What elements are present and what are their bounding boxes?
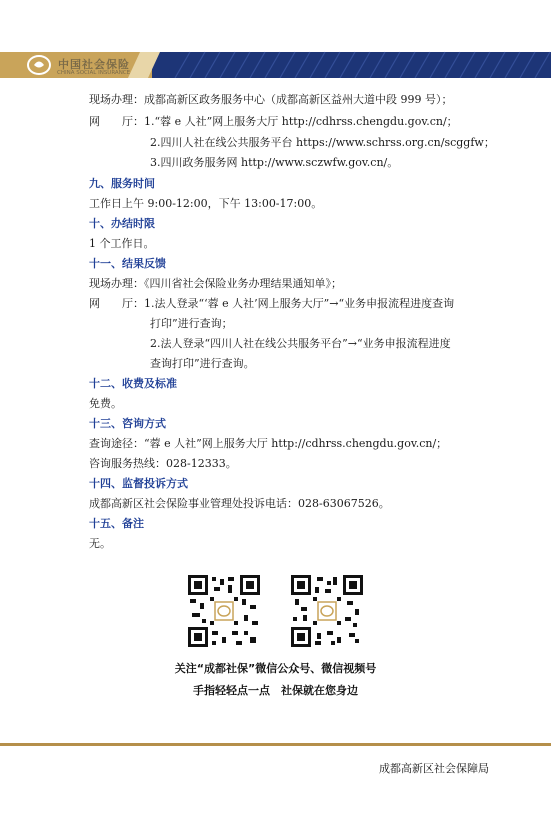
result-onsite: 现场办理：《四川省社会保险业务办理结果通知单》； [89, 277, 342, 290]
logo-title: 中国社会保险 [58, 58, 130, 71]
follow-caption: 关注“成都社保”微信公众号、微信视频号 [174, 662, 377, 675]
footer-divider [0, 743, 551, 746]
remarks: 无。 [89, 537, 111, 550]
page-header [0, 0, 551, 78]
section-heading-9: 九、服务时间 [89, 177, 155, 190]
slogan-caption: 手指轻轻点一点 社保就在您身边 [193, 684, 358, 697]
online-hall-2: 2.四川人社在线公共服务平台 https://www.schrss.org.cn/scggfw； [150, 136, 495, 149]
section-heading-14: 十四、监督投诉方式 [89, 477, 188, 490]
result-online-2-cont: 查询打印”进行查询。 [150, 357, 255, 370]
result-online-2: 2.法人登录“四川人社在线公共服务平台”→“业务申报流程进度 [150, 337, 451, 350]
social-insurance-logo-icon [26, 54, 52, 76]
section-heading-11: 十一、结果反馈 [89, 257, 166, 270]
fee-info: 免费。 [89, 397, 122, 410]
completion-time: 1 个工作日。 [89, 237, 155, 250]
section-heading-13: 十三、咨询方式 [89, 417, 166, 430]
hotline: 咨询服务热线：028-12333。 [89, 457, 237, 470]
onsite-address: 现场办理：成都高新区政务服务中心（成都高新区益州大道中段 999 号）； [89, 93, 453, 106]
section-heading-10: 十、办结时限 [89, 217, 155, 230]
inquiry-channel: 查询途径：“蓉 e 人社”网上服务大厅 http://cdhrss.chengdu.gov.cn/； [89, 437, 448, 450]
logo-subtitle: CHINA SOCIAL INSURANCE [57, 70, 131, 76]
result-online-1-cont: 打印”进行查询； [150, 317, 233, 330]
service-hours: 工作日上午 9:00-12:00，下午 13:00-17:00。 [89, 197, 323, 210]
section-heading-12: 十二、收费及标准 [89, 377, 177, 390]
complaint-phone: 成都高新区社会保险事业管理处投诉电话：028-63067526。 [89, 497, 390, 510]
section-heading-15: 十五、备注 [89, 517, 144, 530]
wechat-account-qr-code [188, 575, 260, 647]
online-hall-3: 3.四川政务服务网 http://www.sczwfw.gov.cn/。 [150, 156, 399, 169]
result-online-1: 网 厅：1.法人登录“‘蓉 e 人社’网上服务大厅”→“业务申报流程进度查询 [89, 297, 455, 310]
online-hall-1: 网 厅：1.“蓉 e 人社”网上服务大厅 http://cdhrss.chengdu.gov.cn/； [89, 115, 458, 128]
footer-organization: 成都高新区社会保障局 [379, 762, 489, 775]
wechat-channel-qr-code [291, 575, 363, 647]
